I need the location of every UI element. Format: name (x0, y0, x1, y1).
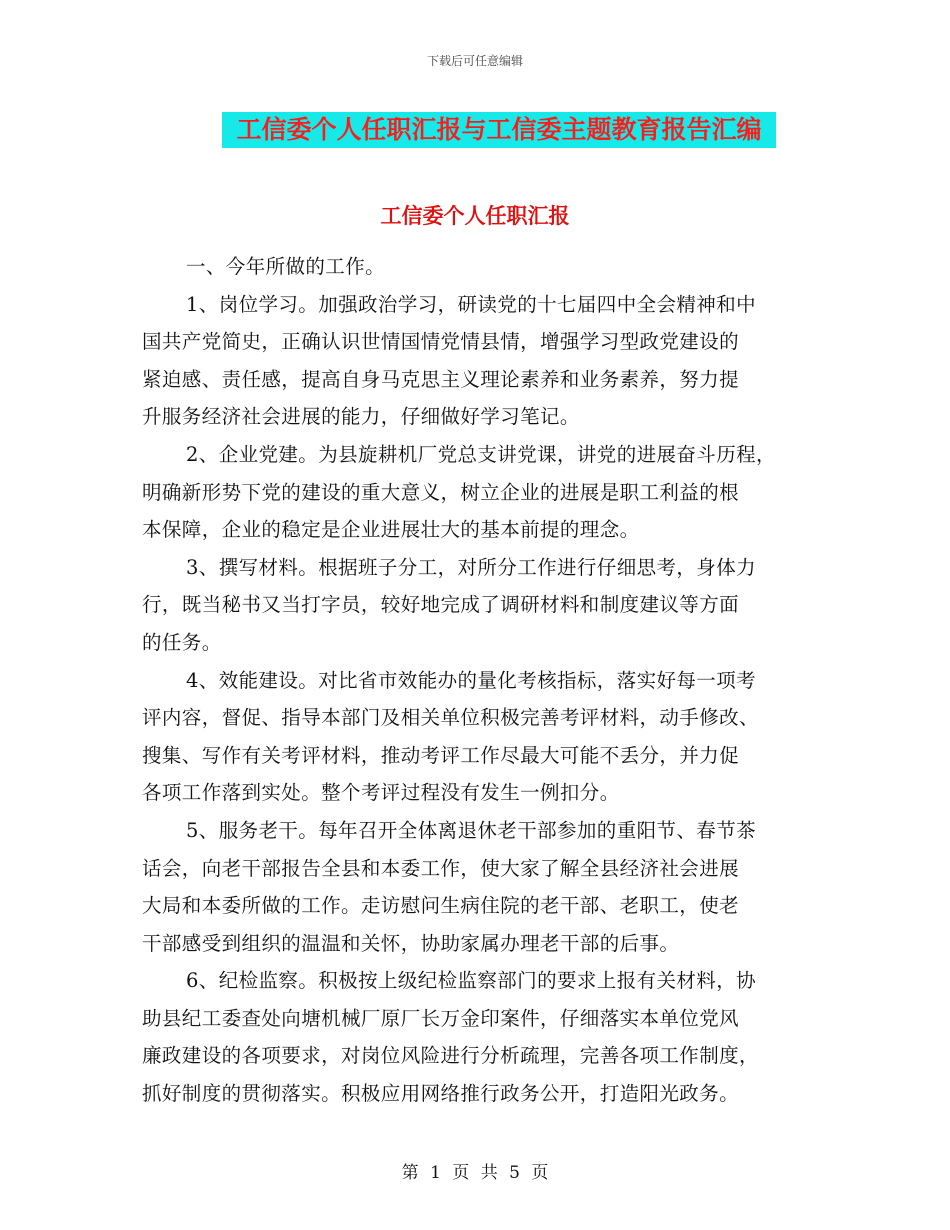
paragraph-line: 干部感受到组织的温温和关怀，协助家属办理老干部的后事。 (142, 931, 680, 955)
paragraph-line: 3、撰写材料。根据班子分工，对所分工作进行仔细思考，身体力 (186, 555, 757, 579)
paragraph-line: 助县纪工委查处向塘机械厂原厂长万金印案件，仔细落实本单位党风 (142, 1006, 740, 1030)
page-number-footer: 第 1 页 共 5 页 (401, 1163, 549, 1183)
paragraph-line: 国共产党简史，正确认识世情国情党情县情，增强学习型政党建设的 (142, 330, 740, 354)
document-body (142, 248, 818, 1113)
paragraph-line: 行，既当秘书又当打字员，较好地完成了调研材料和制度建议等方面 (142, 593, 740, 617)
document-title: 工信委个人任职汇报与工信委主题教育报告汇编 (222, 112, 776, 148)
section-title: 工信委个人任职汇报 (380, 204, 570, 228)
paragraph-line: 的任务。 (142, 630, 222, 654)
paragraph-line: 廉政建设的各项要求，对岗位风险进行分析疏理，完善各项工作制度， (142, 1044, 759, 1068)
paragraph-line: 本保障，企业的稳定是企业进展壮大的基本前提的理念。 (142, 518, 640, 542)
paragraph-line: 4、效能建设。对比省市效能办的量化考核指标，落实好每一项考 (186, 668, 757, 692)
paragraph-line: 1、岗位学习。加强政治学习，研读党的十七届四中全会精神和中 (186, 292, 757, 316)
paragraph-line: 搜集、写作有关考评材料，推动考评工作尽最大可能不丢分，并力促 (142, 743, 740, 767)
paragraph-line: 2、企业党建。为县旋耕机厂党总支讲党课，讲党的进展奋斗历程， (186, 442, 776, 466)
paragraph-line: 6、纪检监察。积极按上级纪检监察部门的要求上报有关材料，协 (186, 969, 757, 993)
paragraph-line: 评内容，督促、指导本部门及相关单位积极完善考评材料，动手修改、 (142, 706, 759, 730)
paragraph-line: 抓好制度的贯彻落实。积极应用网络推行政务公开，打造阳光政务。 (142, 1082, 740, 1106)
paragraph-line: 大局和本委所做的工作。走访慰问生病住院的老干部、老职工，使老 (142, 894, 740, 918)
paragraph-line: 升服务经济社会进展的能力，仔细做好学习笔记。 (142, 405, 580, 429)
paragraph-line: 紧迫感、责任感，提高自身马克思主义理论素养和业务素养，努力提 (142, 367, 740, 391)
paragraph-line: 5、服务老干。每年召开全体离退休老干部参加的重阳节、春节茶 (186, 818, 757, 842)
paragraph-line: 一、今年所做的工作。 (186, 255, 386, 278)
paragraph-line: 明确新形势下党的建设的重大意义，树立企业的进展是职工利益的根 (142, 480, 740, 504)
paragraph-line: 各项工作落到实处。整个考评过程没有发生一例扣分。 (142, 781, 620, 805)
page-header-note: 下载后可任意编辑 (426, 54, 523, 68)
paragraph-line: 话会，向老干部报告全县和本委工作，使大家了解全县经济社会进展 (142, 856, 740, 880)
